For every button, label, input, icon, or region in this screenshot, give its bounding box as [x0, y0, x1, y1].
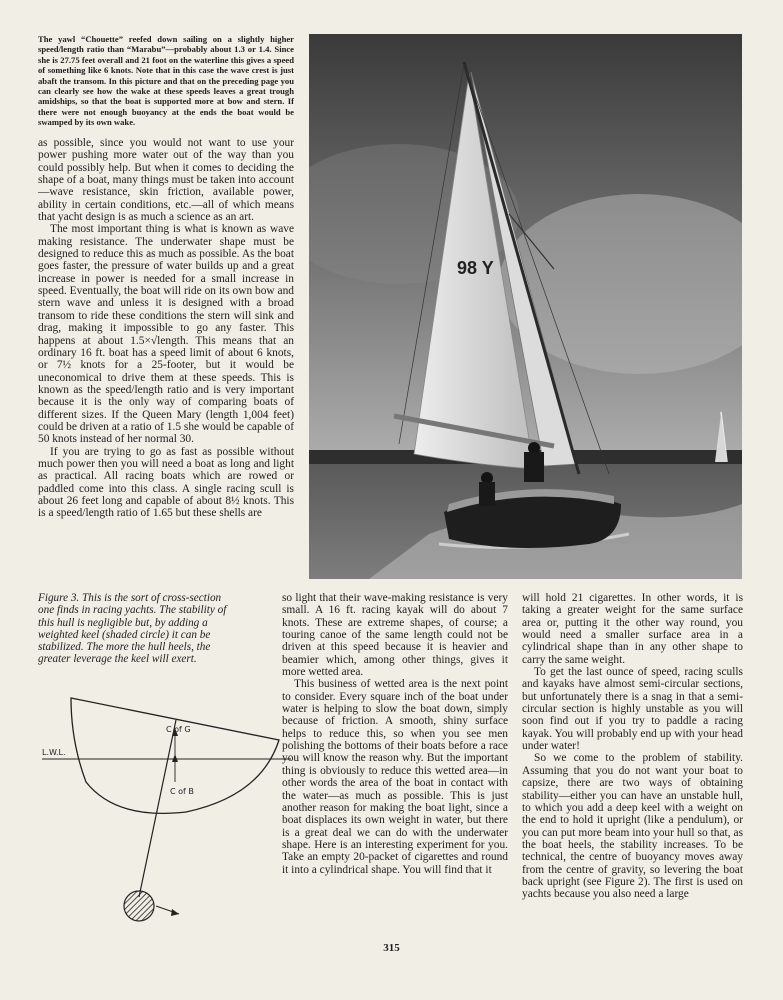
caption-line: this hull is negligible but, by adding a [38, 616, 208, 629]
sail-number: 98 Y [457, 258, 494, 278]
paragraph: So we come to the problem of stability. Assuming that you do not want your boat to capsize, there are two ways of obtaining stability—either you can have an unstable hull, to which you add a deep keel with a weight on the end to hold it upright (like a pendulum), or you can put more beam into your hull so that, as the boat heels, the stability increases. To be technical, the centre of buoyancy moves away from the centre of gravity, so levering the boat back upright (see Figure 2). The first is used on yachts because you also need a large [522, 752, 743, 901]
page-number: 315 [383, 942, 400, 954]
cb-label: C of B [170, 787, 194, 796]
keel-line [139, 720, 176, 897]
cg-label: C of G [166, 725, 191, 734]
caption-line: Figure 3. This is the sort of cross-section [38, 592, 222, 604]
caption-line: one finds in racing yachts. The stability of [38, 604, 227, 617]
paragraph: To get the last ounce of speed, racing sculls and kayaks have almost semi-circular sections, but unfortunately there is a snag in that a semi-circular section is highly unstable as you will soon find out if you try to paddle a racing kayak. You will probably end up with your head under water! [522, 666, 743, 753]
lwl-label: L.W.L. [42, 748, 66, 757]
caption-line: stabilized. The more the hull heels, the [38, 641, 211, 654]
left-column [38, 137, 294, 520]
photo-caption: The yawl “Chouette” reefed down sailing on a slightly higher speed/length ratio than “Marabu”—probably about 1.3 or 1.4. Since she is 27.75 feet overall and 21 foot on the waterline this gives a speed of something like 6 knots. Note that in this case the wave crest is just abaft the transom. In this picture and that on the preceding page you can clearly see how the wake at these speeds leaves a great trough amidships, so that the boat is supported more at bow and stern. If there were not enough buoyancy at the ends the boat would be swamped by its own wake. [38, 34, 294, 128]
keel-weight [124, 891, 154, 921]
right-column [522, 592, 743, 901]
caption-line: greater leverage the keel will exert. [38, 653, 197, 666]
middle-column [282, 592, 508, 876]
hull-stability-diagram [36, 692, 298, 932]
yacht-photo [309, 34, 742, 579]
paragraph: The most important thing is what is known as wave making resistance. The underwater shape must be designed to reduce this as much as possible. As the boat goes faster, the pressure of water builds up and a great increase in power is needed for a small increase in speed. Eventually, the boat will ride on its own bow and stern wave and unless it is designed with a broad transom to ride these conditions the stern will sink and drag, making it impossible to go any faster. This happens at about 1.5×√length. This means that an ordinary 16 ft. boat has a speed limit of about 6 knots, or 7½ knots for a 25-footer, but it would be uneconomical to drive them at these speeds. This is known as the speed/length ratio and is very important because it is the only way of comparing boats of different sizes. If the Queen Mary (length 1,004 feet) could be driven at a ratio of 1.5 she would be capable of 50 knots instead of her normal 30. [38, 223, 294, 446]
paragraph: If you are trying to go as fast as possible without much power then you will need a boat as long and light as practical. All racing boats which are rowed or paddled come into this class. A single racing scull is about 26 feet long and capable of about 8½ knots. This is a speed/length ratio of 1.65 but these shells are [38, 445, 294, 520]
figure-caption [38, 592, 270, 666]
caption-line: weighted keel (shaded circle) it can be [38, 628, 211, 641]
paragraph: This business of wetted area is the next point to consider. Every square inch of the boat under water is helping to slow the boat down, simply because of friction. A smooth, shiny surface helps to reduce this, so when you see men polishing the bottoms of their boats before a race you will know the reason why. But the important thing is obviously to reduce this wetted area—in other words the area of the boat in contact with the water—as much as possible. This is just another reason for making the boat light, since a boat displaces its own weight in water, but there is a great deal we can do with the underwater shape. Here is an interesting experiment for you. Take an empty 20-packet of cigarettes and round it into a cylindrical shape. You will find that it [282, 678, 508, 876]
paragraph: so light that their wave-making resistance is very small. A 16 ft. racing kayak will do about 7 knots. These are extreme shapes, of course; a touring canoe of the same length could not be driven at this speed because it is heavier and beamier which, among other things, gives it more wetted area. [282, 592, 508, 679]
paragraph: will hold 21 cigarettes. In other words, it is taking a greater weight for the same surface area or, putting it the other way round, you would need a smaller surface area in a cylindrical shape than in any other shape to carry the same weight. [522, 592, 743, 666]
paragraph: as possible, since you would not want to use your power pushing more water out of the way than you could possibly help. But when it comes to deciding the shape of a boat, many things must be taken into account—wave resistance, skin friction, available power, ability in certain conditions, etc.—all of which means that yacht design is as much a science as an art. [38, 137, 294, 224]
